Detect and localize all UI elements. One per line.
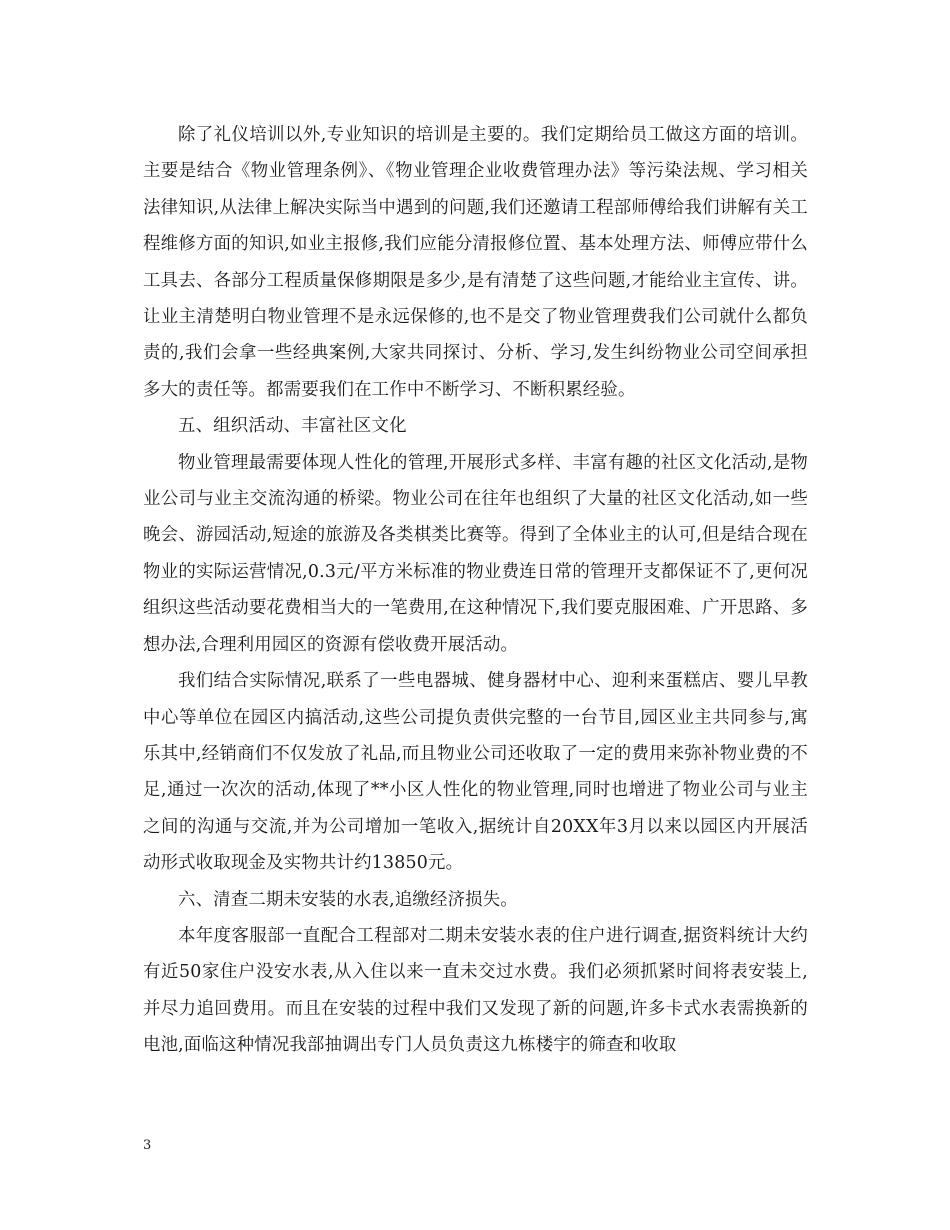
- paragraph-water-meter-survey: 本年度客服部一直配合工程部对二期未安装水表的住户进行调查,据资料统计大约有近50家住户没安水表,从入住以来一直未交过水费。我们必须抓紧时间将表安装上,并尽力追回费用。而且在安装的过程中我们又发现了新的问题,许多卡式水表需换新的电池,面临这种情况我部抽调出专门人员负责这九栋楼宇的筛查和收取: [143, 925, 808, 1056]
- paragraph-training: 除了礼仪培训以外,专业知识的培训是主要的。我们定期给员工做这方面的培训。主要是结合《物业管理条例》、《物业管理企业收费管理办法》等污染法规、学习相关法律知识,从法律上解决实际当中遇到的问题,我们还邀请工程部师傅给我们讲解有关工程维修方面的知识,如业主报修,我们应能分清报修位置、基本处理方法、师傅应带什么工具去、各部分工程质量保修期限是多少,是有清楚了这些问题,才能给业主宣传、讲。让业主清楚明白物业管理不是永远保修的,也不是交了物业管理费我们公司就什么都负责的,我们会拿一些经典案例,大家共同探讨、分析、学习,发生纠纷物业公司空间承担多大的责任等。都需要我们在工作中不断学习、不断积累经验。: [143, 125, 808, 400]
- paragraph-partner-events: 我们结合实际情况,联系了一些电器城、健身器材中心、迎利来蛋糕店、婴儿早教中心等单位在园区内搞活动,这些公司提负责供完整的一台节目,园区业主共同参与,寓乐其中,经销商们不仅发放了礼品,而且物业公司还收取了一定的费用来弥补物业费的不足,通过一次次的活动,体现了**小区人性化的物业管理,同时也增进了物业公司与业主之间的沟通与交流,并为公司增加一笔收入,据统计自20XX年3月以来以园区内开展活动形式收取现金及实物共计约13850元。: [143, 671, 808, 874]
- document-body: [143, 117, 808, 1064]
- paragraph-community-culture: 物业管理最需要体现人性化的管理,开展形式多样、丰富有趣的社区文化活动,是物业公司与业主交流沟通的桥梁。物业公司在往年也组织了大量的社区文化活动,如一些晚会、游园活动,短途的旅游及各类棋类比赛等。得到了全体业主的认可,但是结合现在物业的实际运营情况,0.3元/平方米标准的物业费连日常的管理开支都保证不了,更何况组织这些活动要花费相当大的一笔费用,在这种情况下,我们要克服困难、广开思路、多想办法,合理利用园区的资源有偿收费开展活动。: [143, 452, 808, 655]
- section-heading-activities: 五、组织活动、丰富社区文化: [178, 416, 407, 437]
- section-heading-water-meters: 六、清查二期未安装的水表,追缴经济损失。: [178, 889, 518, 910]
- page-number: 3: [143, 1138, 152, 1153]
